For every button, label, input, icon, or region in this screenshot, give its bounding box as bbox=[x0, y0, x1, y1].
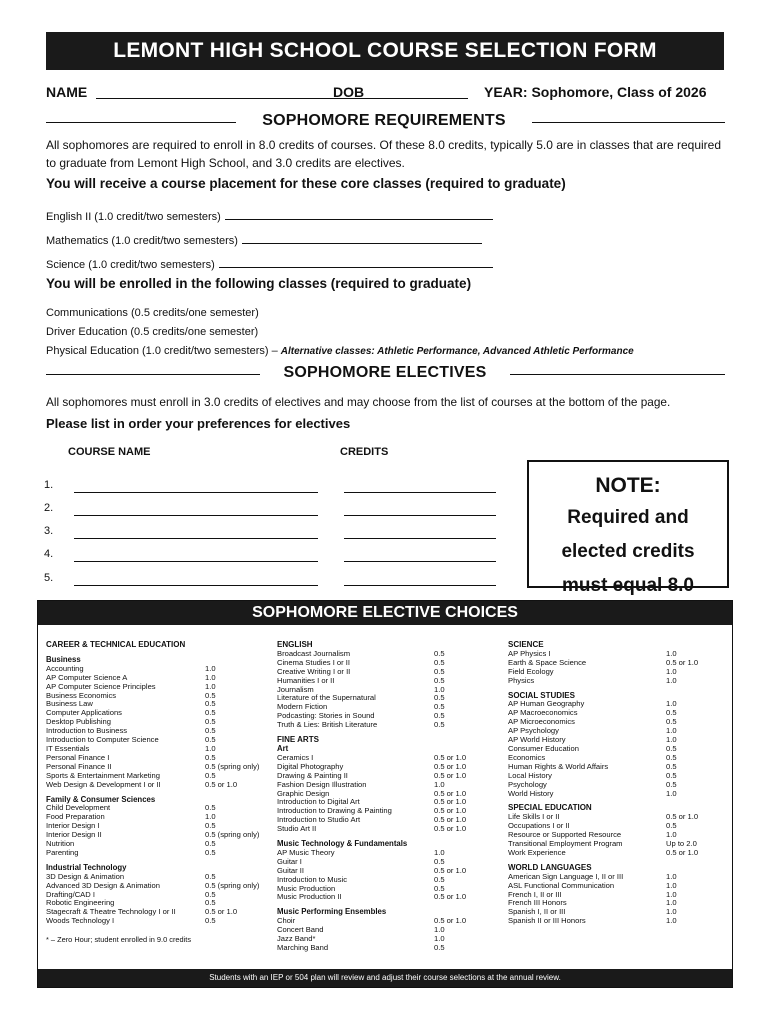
course-name: Marching Band bbox=[277, 943, 329, 952]
course-credits: 0.5 or 1.0 bbox=[434, 797, 467, 807]
course-credits: 1.0 bbox=[666, 675, 677, 685]
course-name: Earth & Space Science bbox=[508, 657, 587, 667]
course-credits: 1.0 bbox=[666, 830, 677, 840]
course-name: Podcasting: Stories in Sound bbox=[277, 711, 375, 721]
note-line: must equal 8.0 bbox=[562, 575, 694, 596]
course-name: Introduction to Studio Art bbox=[277, 815, 361, 825]
course-item bbox=[508, 677, 730, 686]
course-name: Psychology bbox=[508, 779, 547, 789]
course-input[interactable] bbox=[74, 514, 318, 516]
course-item bbox=[277, 893, 509, 902]
alternative-classes: Alternative classes: Athletic Performance, Advanced Athletic Performance bbox=[280, 346, 634, 357]
section-heading: SPECIAL EDUCATION bbox=[508, 803, 592, 813]
course-name: Advanced 3D Design & Animation bbox=[46, 880, 160, 890]
course-credits: 0.5 bbox=[434, 648, 445, 658]
course-name: Drafting/CAD I bbox=[46, 889, 95, 899]
row-number: 4. bbox=[44, 548, 54, 560]
name-field[interactable] bbox=[96, 84, 372, 99]
electives-heading: SOPHOMORE ELECTIVES bbox=[283, 364, 487, 381]
course-name: Physics bbox=[508, 675, 535, 685]
zero-hour-footnote: * – Zero Hour; student enrolled in 9.0 credits bbox=[46, 935, 192, 945]
course-credits: 1.0 bbox=[666, 916, 677, 926]
credit-note-box bbox=[527, 460, 729, 596]
course-name: Robotic Engineering bbox=[46, 898, 115, 908]
course-credits: 0.5 bbox=[205, 752, 216, 762]
course-input[interactable] bbox=[74, 537, 318, 539]
course-name: Introduction to Digital Art bbox=[277, 797, 360, 807]
course-credits: 0.5 bbox=[434, 711, 445, 721]
course-input[interactable] bbox=[74, 560, 318, 562]
section-heading: SOCIAL STUDIES bbox=[508, 690, 575, 700]
requirements-heading: SOPHOMORE REQUIREMENTS bbox=[262, 112, 506, 129]
course-credits: 0.5 or 1.0 bbox=[666, 847, 699, 857]
course-credits: 0.5 or 1.0 bbox=[434, 916, 467, 926]
row-number: 5. bbox=[44, 572, 54, 584]
course-name: Cinema Studies I or II bbox=[277, 657, 351, 667]
course-name: Broadcast Journalism bbox=[277, 648, 351, 658]
course-name: Stagecraft & Theatre Technology I or II bbox=[46, 907, 176, 917]
section-heading: FINE ARTS bbox=[277, 735, 319, 745]
section-heading: WORLD LANGUAGES bbox=[508, 862, 592, 872]
course-credits: 0.5 or 1.0 bbox=[434, 752, 467, 762]
course-credits: 1.0 bbox=[666, 898, 677, 908]
course-credits: Up to 2.0 bbox=[666, 839, 697, 849]
course-name: Accounting bbox=[46, 663, 84, 673]
course-credits: 0.5 bbox=[666, 779, 677, 789]
dob-field[interactable] bbox=[368, 84, 468, 99]
row-number: 3. bbox=[44, 525, 54, 537]
course-credits: 0.5 bbox=[205, 735, 216, 745]
course-credits: 1.0 bbox=[434, 934, 445, 944]
course-credits: 0.5 or 1.0 bbox=[434, 770, 467, 780]
course-credits: 0.5 or 1.0 bbox=[434, 865, 467, 875]
course-credits: 1.0 bbox=[666, 871, 677, 881]
course-credits: 1.0 bbox=[666, 907, 677, 917]
course-item bbox=[508, 668, 730, 677]
course-credits: 0.5 or 1.0 bbox=[434, 761, 467, 771]
placement-science: Science (1.0 credit/two semesters) bbox=[46, 256, 493, 271]
course-name: Local History bbox=[508, 770, 552, 780]
course-item bbox=[46, 840, 268, 849]
course-item bbox=[46, 917, 268, 926]
course-credits: 0.5 or 1.0 bbox=[205, 779, 238, 789]
section-heading: ENGLISH bbox=[277, 640, 313, 649]
course-name: Resource or Supported Resource bbox=[508, 830, 622, 840]
placement-english: English II (1.0 credit/two semesters) bbox=[46, 208, 493, 223]
elective-choices-panel bbox=[37, 600, 733, 988]
form-title: LEMONT HIGH SCHOOL COURSE SELECTION FORM bbox=[46, 32, 724, 70]
course-credits: 0.5 (spring only) bbox=[205, 880, 260, 890]
enrolled-communications: Communications (0.5 credits/one semester) bbox=[46, 307, 259, 319]
course-credits: 0.5 or 1.0 bbox=[434, 824, 467, 834]
course-name: AP Music Theory bbox=[277, 847, 335, 857]
course-credits: 1.0 bbox=[666, 648, 677, 658]
course-credits: 0.5 (spring only) bbox=[205, 761, 260, 771]
course-item bbox=[46, 849, 268, 858]
course-name: Food Preparation bbox=[46, 812, 105, 822]
course-credits: 1.0 bbox=[434, 847, 445, 857]
course-credits: 1.0 bbox=[205, 672, 216, 682]
course-item bbox=[508, 790, 730, 799]
course-credits: 0.5 bbox=[434, 666, 445, 676]
course-credits: 0.5 bbox=[205, 871, 216, 881]
course-name: Studio Art II bbox=[277, 824, 317, 834]
course-name: Web Design & Development I or II bbox=[46, 779, 161, 789]
course-credits: 1.0 bbox=[434, 779, 445, 789]
course-name: Transitional Employment Program bbox=[508, 839, 623, 849]
course-name: Consumer Education bbox=[508, 743, 579, 753]
course-credits: 0.5 bbox=[434, 702, 445, 712]
enrolled-heading: You will be enrolled in the following classes (required to graduate) bbox=[46, 276, 472, 291]
course-name: AP Psychology bbox=[508, 726, 559, 736]
course-credits: 0.5 bbox=[205, 708, 216, 718]
course-credits: 1.0 bbox=[205, 812, 216, 822]
course-credits: 0.5 bbox=[205, 770, 216, 780]
course-credits: 0.5 or 1.0 bbox=[434, 815, 467, 825]
student-info-row bbox=[46, 84, 726, 104]
requirements-paragraph: All sophomores are required to enroll in 8.0 credits of courses. Of these 8.0 credits, typically 5.0 are in classes that are required to graduate from Lemont High School, and 3.0 credits are electives. bbox=[46, 138, 721, 170]
course-credits: 0.5 bbox=[434, 883, 445, 893]
course-name: Modern Fiction bbox=[277, 702, 328, 712]
placement-math: Mathematics (1.0 credit/two semesters) bbox=[46, 232, 482, 247]
course-credits: 0.5 bbox=[434, 874, 445, 884]
course-name: French III Honors bbox=[508, 898, 567, 908]
credits-input[interactable] bbox=[344, 491, 496, 493]
credits-input[interactable] bbox=[344, 584, 496, 586]
section-heading: Music Performing Ensembles bbox=[277, 907, 387, 917]
course-credits: 0.5 bbox=[205, 898, 216, 908]
course-credits: 0.5 bbox=[666, 770, 677, 780]
course-credits: 0.5 or 1.0 bbox=[666, 657, 699, 667]
course-name: Music Production bbox=[277, 883, 336, 893]
course-item bbox=[508, 849, 730, 858]
elective-choices-heading: SOPHOMORE ELECTIVE CHOICES bbox=[38, 601, 732, 625]
course-name: 3D Design & Animation bbox=[46, 871, 125, 881]
course-name: Personal Finance I bbox=[46, 752, 110, 762]
course-credits: 0.5 bbox=[666, 743, 677, 753]
course-input[interactable] bbox=[74, 584, 318, 586]
row-number: 1. bbox=[44, 479, 54, 491]
course-credits: 0.5 bbox=[434, 675, 445, 685]
course-credits: 0.5 bbox=[205, 717, 216, 727]
course-credits: 0.5 bbox=[205, 916, 216, 926]
choices-column-academics bbox=[508, 641, 730, 926]
course-name: Drawing & Painting II bbox=[277, 770, 348, 780]
divider bbox=[510, 374, 725, 375]
course-credits: 0.5 bbox=[666, 708, 677, 718]
course-credits: 0.5 or 1.0 bbox=[434, 806, 467, 816]
course-name: Digital Photography bbox=[277, 761, 344, 771]
course-name: Desktop Publishing bbox=[46, 717, 112, 727]
course-credits: 0.5 bbox=[434, 856, 445, 866]
course-credits: 0.5 bbox=[434, 657, 445, 667]
course-credits: 0.5 bbox=[205, 839, 216, 849]
dob-label: DOB bbox=[333, 84, 365, 100]
course-credits: 0.5 bbox=[434, 720, 445, 730]
course-name: Introduction to Business bbox=[46, 726, 128, 736]
course-name: Guitar I bbox=[277, 856, 302, 866]
course-credits: 0.5 bbox=[205, 847, 216, 857]
course-name: American Sign Language I, II or III bbox=[508, 871, 624, 881]
course-name: Life Skills I or II bbox=[508, 812, 560, 822]
credits-input[interactable] bbox=[344, 514, 496, 516]
course-name: AP Macroeconomics bbox=[508, 708, 578, 718]
course-name: World History bbox=[508, 788, 554, 798]
course-name: Computer Applications bbox=[46, 708, 122, 718]
note-title: NOTE: bbox=[595, 474, 661, 497]
math-line bbox=[242, 232, 482, 244]
choices-column-cte bbox=[46, 641, 268, 945]
course-name: Jazz Band* bbox=[277, 934, 316, 944]
course-name: Literature of the Supernatural bbox=[277, 693, 376, 703]
course-name: Business Economics bbox=[46, 690, 117, 700]
placement-heading: You will receive a course placement for these core classes (required to graduate) bbox=[46, 176, 566, 191]
course-name: AP Computer Science A bbox=[46, 672, 128, 682]
course-item bbox=[46, 781, 268, 790]
course-credits: 1.0 bbox=[666, 666, 677, 676]
course-input[interactable] bbox=[74, 491, 318, 493]
section-heading: Industrial Technology bbox=[46, 862, 127, 872]
iep-footer: Students with an IEP or 504 plan will review and adjust their course selections at the annual review. bbox=[38, 969, 732, 987]
course-credits: 1.0 bbox=[666, 735, 677, 745]
course-name: Human Rights & World Affairs bbox=[508, 761, 609, 771]
subsection-heading: Art bbox=[277, 743, 289, 753]
course-name: AP Physics I bbox=[508, 648, 551, 658]
enrolled-pe: Physical Education (1.0 credit/two semesters) – Alternative classes: Athletic Performance, Advanced Athletic Performance bbox=[46, 345, 634, 357]
group-heading: CAREER & TECHNICAL EDUCATION bbox=[46, 640, 186, 649]
course-item bbox=[508, 917, 730, 926]
course-credits: 0.5 bbox=[434, 943, 445, 952]
course-credits: 0.5 bbox=[666, 752, 677, 762]
course-credits: 0.5 or 1.0 bbox=[434, 788, 467, 798]
course-credits: 1.0 bbox=[434, 684, 445, 694]
course-name: AP World History bbox=[508, 735, 566, 745]
course-credits: 0.5 bbox=[434, 693, 445, 703]
course-name: Journalism bbox=[277, 684, 314, 694]
course-credits: 1.0 bbox=[434, 925, 445, 935]
course-name: Field Ecology bbox=[508, 666, 554, 676]
course-name: Occupations I or II bbox=[508, 821, 570, 831]
electives-list-heading: Please list in order your preferences for electives bbox=[46, 416, 351, 431]
course-name: Personal Finance II bbox=[46, 761, 112, 771]
credits-input[interactable] bbox=[344, 560, 496, 562]
course-item bbox=[277, 721, 509, 730]
section-heading: SCIENCE bbox=[508, 640, 544, 649]
course-name-header: COURSE NAME bbox=[68, 446, 151, 458]
course-name: Spanish I, II or III bbox=[508, 907, 566, 917]
course-credits: 1.0 bbox=[666, 880, 677, 890]
course-name: Sports & Entertainment Marketing bbox=[46, 770, 160, 780]
course-name: Fashion Design Illustration bbox=[277, 779, 367, 789]
course-credits: 0.5 bbox=[666, 761, 677, 771]
course-item bbox=[277, 825, 509, 834]
course-name: Music Production II bbox=[277, 892, 342, 902]
course-credits: 1.0 bbox=[666, 788, 677, 798]
course-name: ASL Functional Communication bbox=[508, 880, 615, 890]
course-name: Child Development bbox=[46, 803, 111, 813]
electives-paragraph: All sophomores must enroll in 3.0 credits of electives and may choose from the list of courses at the bottom of the page. bbox=[46, 395, 671, 409]
course-name: Ceramics I bbox=[277, 752, 314, 762]
course-credits: 1.0 bbox=[205, 663, 216, 673]
choices-column-arts bbox=[277, 641, 509, 953]
course-name: Business Law bbox=[46, 699, 93, 709]
course-name: Guitar II bbox=[277, 865, 305, 875]
name-label: NAME bbox=[46, 84, 88, 100]
course-name: Humanities I or II bbox=[277, 675, 335, 685]
course-name: Parenting bbox=[46, 847, 79, 857]
course-credits: 1.0 bbox=[666, 699, 677, 709]
course-credits: 1.0 bbox=[205, 743, 216, 753]
course-credits: 1.0 bbox=[666, 726, 677, 736]
credits-header: CREDITS bbox=[340, 446, 389, 458]
course-name: Interior Design I bbox=[46, 821, 100, 831]
course-name: Spanish II or III Honors bbox=[508, 916, 586, 926]
course-item bbox=[46, 831, 268, 840]
enrolled-driver-ed: Driver Education (0.5 credits/one semester) bbox=[46, 326, 259, 338]
divider bbox=[46, 374, 260, 375]
course-name: Concert Band bbox=[277, 925, 324, 935]
note-line: Required and bbox=[567, 507, 689, 528]
course-credits: 0.5 or 1.0 bbox=[666, 812, 699, 822]
course-name: Graphic Design bbox=[277, 788, 330, 798]
course-credits: 0.5 bbox=[205, 726, 216, 736]
course-credits: 0.5 or 1.0 bbox=[434, 892, 467, 902]
course-credits: 0.5 bbox=[666, 821, 677, 831]
course-credits: 0.5 bbox=[205, 690, 216, 700]
divider bbox=[46, 122, 236, 123]
course-item bbox=[277, 849, 509, 858]
divider bbox=[532, 122, 725, 123]
course-name: Creative Writing I or II bbox=[277, 666, 351, 676]
course-credits: 0.5 or 1.0 bbox=[205, 907, 238, 917]
note-line: elected credits bbox=[561, 541, 695, 562]
course-item bbox=[277, 858, 509, 867]
course-name: Truth & Lies: British Literature bbox=[277, 720, 378, 730]
course-name: Interior Design II bbox=[46, 830, 102, 840]
course-name: Choir bbox=[277, 916, 296, 926]
credits-input[interactable] bbox=[344, 537, 496, 539]
course-credits: 0.5 bbox=[205, 803, 216, 813]
course-credits: 0.5 bbox=[205, 889, 216, 899]
course-name: AP Computer Science Principles bbox=[46, 681, 156, 691]
section-heading: Family & Consumer Sciences bbox=[46, 794, 156, 804]
course-name: Introduction to Computer Science bbox=[46, 735, 159, 745]
course-name: Woods Technology I bbox=[46, 916, 115, 926]
course-item bbox=[277, 944, 509, 953]
course-name: Introduction to Music bbox=[277, 874, 348, 884]
section-heading: Music Technology & Fundamentals bbox=[277, 839, 408, 849]
course-name: French I, II or III bbox=[508, 889, 562, 899]
course-name: IT Essentials bbox=[46, 743, 90, 753]
course-credits: 1.0 bbox=[205, 681, 216, 691]
course-credits: 1.0 bbox=[666, 889, 677, 899]
course-name: AP Human Geography bbox=[508, 699, 585, 709]
row-number: 2. bbox=[44, 502, 54, 514]
course-name: Nutrition bbox=[46, 839, 75, 849]
course-name: Economics bbox=[508, 752, 546, 762]
science-line bbox=[219, 256, 493, 268]
course-credits: 0.5 bbox=[666, 717, 677, 727]
course-name: Work Experience bbox=[508, 847, 566, 857]
course-credits: 0.5 bbox=[205, 821, 216, 831]
course-name: Introduction to Drawing & Painting bbox=[277, 806, 392, 816]
section-heading: Business bbox=[46, 654, 81, 664]
course-credits: 0.5 bbox=[205, 699, 216, 709]
course-credits: 0.5 (spring only) bbox=[205, 830, 260, 840]
english-line bbox=[225, 208, 493, 220]
year-text: YEAR: Sophomore, Class of 2026 bbox=[484, 84, 707, 100]
course-name: AP Microeconomics bbox=[508, 717, 575, 727]
